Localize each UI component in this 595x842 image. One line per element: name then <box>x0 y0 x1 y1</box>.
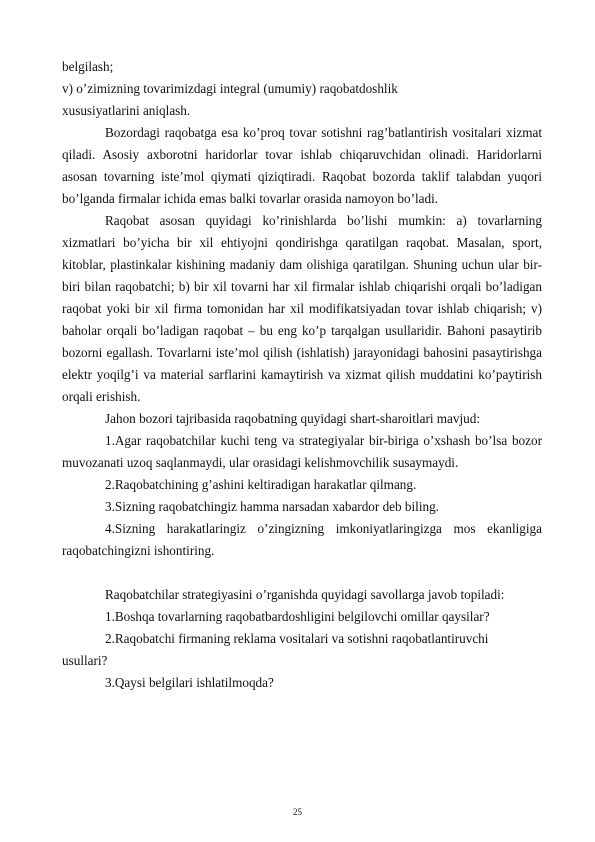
text-line: xususiyatlarini aniqlash. <box>62 103 191 118</box>
list-item-line: 2.Raqobatchining g’ashini keltiradigan harakatlar qilmang. <box>105 477 417 492</box>
paragraph-line: biri bilan raqobatchi; b) bir xil tovarni har xil firmalar ishlab chiqarishi orqali bo’ladigan <box>62 279 542 294</box>
paragraph-line: orqali erishish. <box>62 389 141 404</box>
paragraph-line: Jahon bozori tajribasida raqobatning quyidagi shart-sharoitlari mavjud: <box>105 411 481 426</box>
document-page <box>62 56 542 694</box>
page-number: 25 <box>293 807 302 817</box>
paragraph-line: xizmatlari bo’yicha bir xil ehtiyojni qondirishga qaratilgan raqobat. Masalan, sport, <box>62 235 542 250</box>
paragraph-line: elektr yoqilg’i va material sarflarini kamaytirish va xizmat qilish muddatini ko’paytirish <box>62 367 542 382</box>
paragraph-line: bozorni egallash. Tovarlarni iste’mol qilish (ishlatish) jarayonidagi bahosini pasaytirishga <box>62 345 542 360</box>
blank-line <box>62 562 542 584</box>
list-item-line: 3.Sizning raqobatchingiz hamma narsadan xabardor deb biling. <box>105 499 439 514</box>
paragraph-line: Raqobatchilar strategiyasini o’rganishda quyidagi savollarga javob topiladi: <box>105 587 505 602</box>
list-item-line: 2.Raqobatchi firmaning reklama vositalari va sotishni raqobatlantiruvchi <box>105 631 489 646</box>
paragraph-line: kitoblar, plastinkalar kishining madaniy dam olishiga qaratilgan. Shuning uchun ular bir- <box>62 257 542 272</box>
paragraph-line: raqobat yoki bir xil firma tomonidan har xil modifikatsiyadan tovar ishlab chiqarish; v) <box>62 301 542 316</box>
list-item-line: 4.Sizning harakatlaringiz o’zingizning imkoniyatlaringizga mos ekanligiga <box>105 521 542 536</box>
text-line: belgilash; <box>62 59 114 74</box>
list-item-line: 1.Boshqa tovarlarning raqobatbardoshligini belgilovchi omillar qaysilar? <box>105 609 490 624</box>
paragraph-line: Bozordagi raqobatga esa ko’proq tovar sotishni rag’batlantirish vositalari xizmat <box>105 125 542 140</box>
list-item-line: 3.Qaysi belgilari ishlatilmoqda? <box>105 675 274 690</box>
list-item-line: usullari? <box>62 653 108 668</box>
paragraph-line: Raqobat asosan quyidagi ko’rinishlarda bo’lishi mumkin: a) tovarlarning <box>105 213 542 228</box>
paragraph-line: baholar orqali bo’ladigan raqobat – bu eng ko’p tarqalgan usullaridir. Bahoni pasaytirib <box>62 323 542 338</box>
paragraph-line: asosan tovarning iste’mol qiymati qiziqtiradi. Raqobat bozorda taklif talabdan yuqori <box>62 169 542 184</box>
list-item-line: raqobatchingizni ishontiring. <box>62 543 215 558</box>
list-item-line: muvozanati uzoq saqlanmaydi, ular orasidagi kelishmovchilik susaymaydi. <box>62 455 459 470</box>
paragraph-line: bo’lganda firmalar ichida emas balki tovarlar orasida namoyon bo’ladi. <box>62 191 439 206</box>
paragraph-line: qiladi. Asosiy axborotni haridorlar tovar ishlab chiqaruvchidan olinadi. Haridorlarni <box>62 147 542 162</box>
list-item-line: 1.Agar raqobatchilar kuchi teng va strategiyalar bir-biriga o’xshash bo’lsa bozor <box>105 433 542 448</box>
text-line: v) o’zimizning tovarimizdagi integral (umumiy) raqobatdoshlik <box>62 81 398 96</box>
